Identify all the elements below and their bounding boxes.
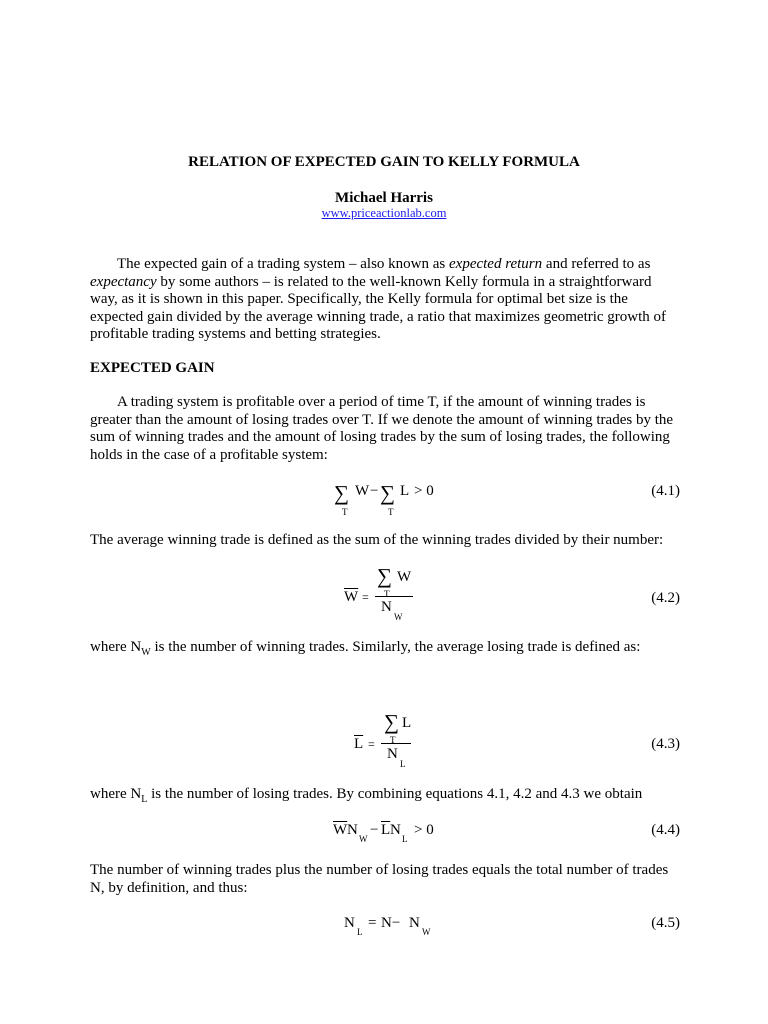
equation-number-4-5: (4.5) — [651, 915, 680, 931]
term-expected-return: expected return — [449, 256, 543, 272]
website-line — [0, 205, 768, 223]
paragraph-profitable-system: A trading system is profitable over a period of time T, if the amount of winning trades is greater than the amount of losing trades over T. If we denote the amount of winning trades by the sum of winning trades and the amount of losing trades by the sum of losing trades, the following holds in the case of a profitable system: — [90, 394, 674, 463]
intro-paragraph: The expected gain of a trading system – also known as expected return and referred to as expectancy by some authors – is related to the well-known Kelly formula in a straightforward way, as it is shown in this paper. Specifically, the Kelly formula for optimal bet size is the expected gain divided by the average winning trade, a ratio that maximizes geometric growth of profitable trading systems and betting strategies. — [90, 256, 667, 342]
paragraph-where-nw: where $N_W$ is the number of winning trades. Similarly, the average losing trade is defined as: — [90, 639, 641, 658]
paragraph-average-winning: The average winning trade is defined as the sum of the winning trades divided by their number: — [90, 532, 664, 548]
paragraph-total-trades: The number of winning trades plus the number of losing trades equals the total number of trades N, by definition, and thus: — [90, 862, 669, 896]
equation-number-4-4: (4.4) — [651, 822, 680, 838]
equation-4-2: $\overline{W}$ = ∑ W T N W — [344, 564, 412, 622]
fraction-bar — [375, 596, 413, 597]
website-link[interactable]: www.priceactionlab.com — [321, 206, 447, 220]
equation-number-4-2: (4.2) — [651, 590, 680, 606]
equation-number-4-3: (4.3) — [651, 736, 680, 752]
equation-4-1: ∑ T W − ∑ T L > 0 — [334, 481, 434, 517]
equation-number-4-1: (4.1) — [651, 483, 680, 499]
term-expectancy: expectancy — [90, 273, 157, 290]
paper-title: RELATION OF EXPECTED GAIN TO KELLY FORMULA — [188, 154, 580, 170]
equation-4-4: $\overline{W}$ N W − $\overline{L}$ N L > 0 — [333, 822, 434, 844]
section-heading: EXPECTED GAIN — [90, 360, 215, 376]
paragraph-where-nl: where $N_L$ is the number of losing trades. By combining equations 4.1, 4.2 and 4.3 we obtain — [90, 786, 643, 805]
equation-4-3: $\overline{L}$ = ∑ L T N L — [354, 710, 412, 769]
author-name: Michael Harris — [335, 190, 433, 206]
fraction-bar — [381, 743, 411, 744]
equation-4-5: N L = N− N W — [344, 915, 431, 937]
